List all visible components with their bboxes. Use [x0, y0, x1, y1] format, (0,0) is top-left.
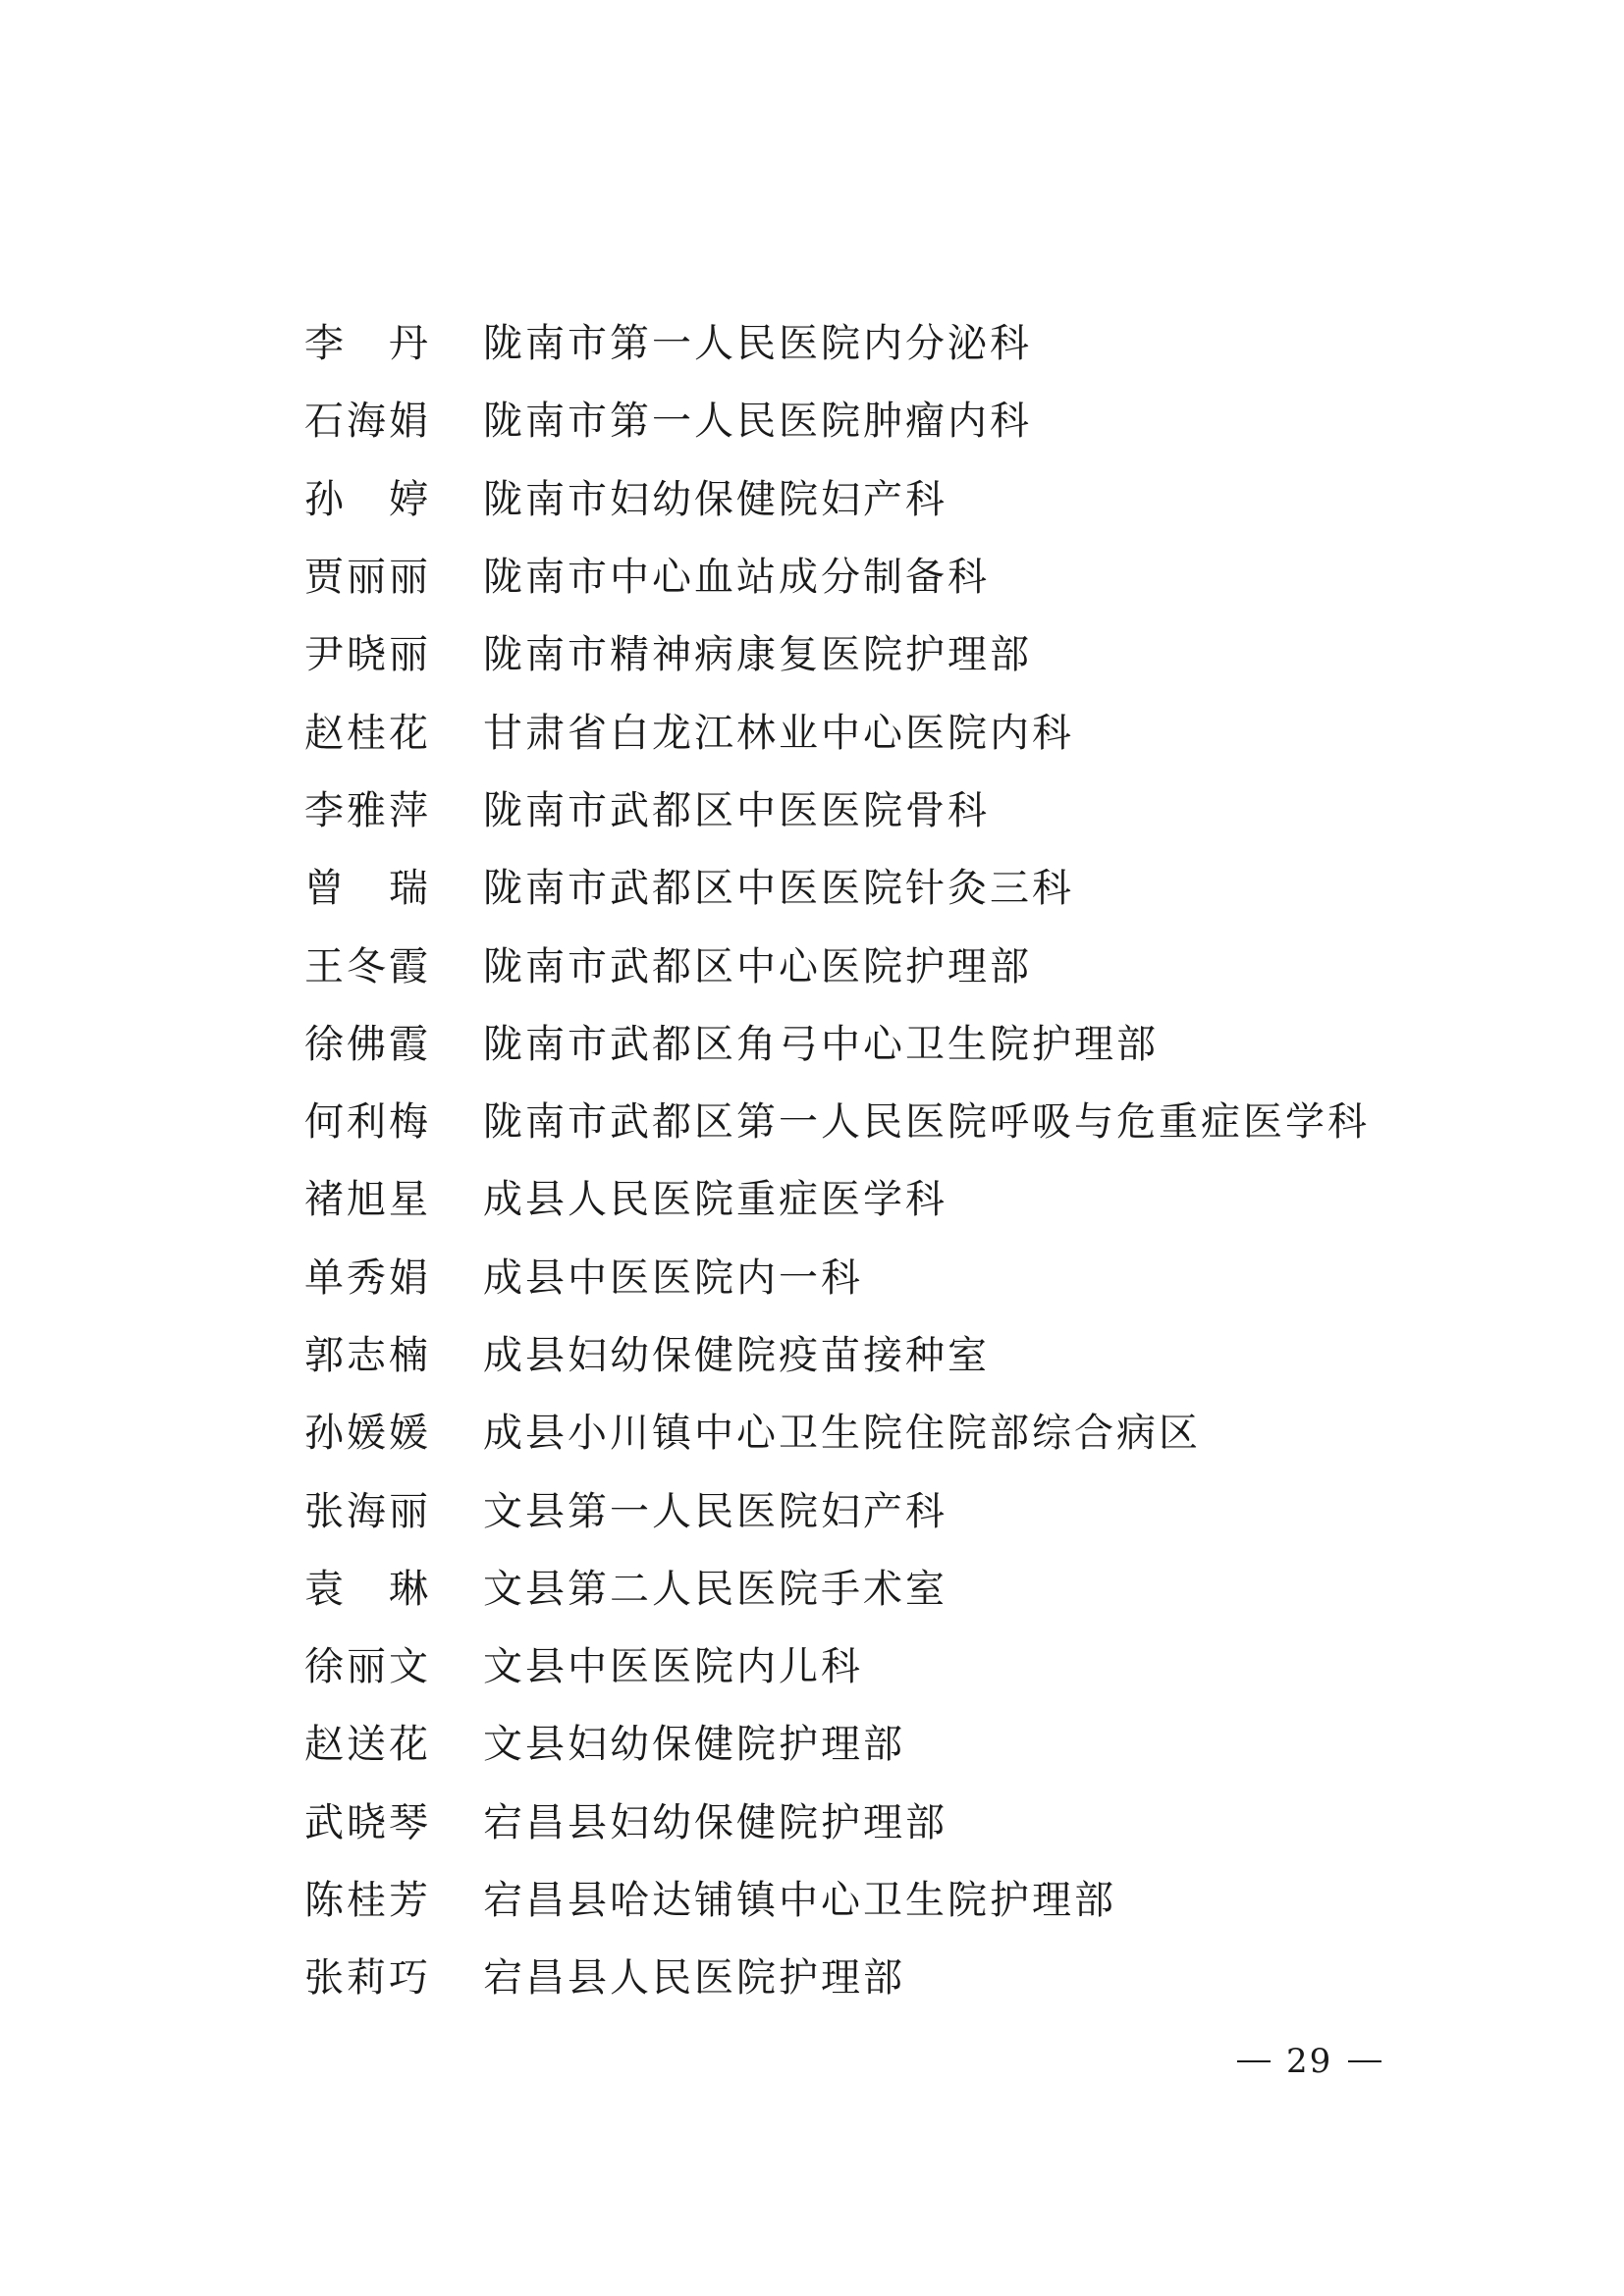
department-name: 甘肃省白龙江林业中心医院内科 [483, 710, 1074, 756]
list-item [304, 1702, 1370, 1780]
list-item [304, 769, 1370, 846]
list-item [304, 1391, 1370, 1468]
department-name: 文县第二人民医院手术室 [483, 1566, 947, 1612]
list-item [304, 1157, 1370, 1235]
list-item [304, 1936, 1370, 2013]
list-item [304, 457, 1370, 535]
department-name: 宕昌县妇幼保健院护理部 [483, 1799, 947, 1845]
page-number-value: 29 [1286, 2042, 1333, 2081]
department-name: 陇南市第一人民医院内分泌科 [483, 321, 1032, 367]
honoree-list [304, 301, 1370, 2014]
department-name: 陇南市武都区角弓中心卫生院护理部 [483, 1021, 1159, 1067]
person-name: 徐佛霞 [304, 1021, 431, 1067]
department-name: 文县第一人民医院妇产科 [483, 1488, 947, 1534]
department-name: 陇南市武都区中医医院骨科 [483, 787, 990, 833]
person-name: 武晓琴 [304, 1799, 431, 1845]
person-name: 张莉巧 [304, 1955, 431, 2002]
list-item [304, 690, 1370, 768]
department-name: 陇南市武都区中医医院针灸三科 [483, 866, 1074, 912]
department-name: 陇南市第一人民医院肿瘤内科 [483, 399, 1032, 445]
person-name: 王冬霞 [304, 943, 431, 989]
list-item [304, 1547, 1370, 1625]
person-name: 尹晓丽 [304, 632, 431, 678]
list-item [304, 1002, 1370, 1080]
person-name: 曾 瑞 [304, 866, 431, 912]
department-name: 宕昌县哈达铺镇中心卫生院护理部 [483, 1878, 1116, 1924]
department-name: 文县中医医院内儿科 [483, 1644, 863, 1690]
department-name: 文县妇幼保健院护理部 [483, 1722, 905, 1768]
list-item [304, 846, 1370, 924]
person-name: 陈桂芳 [304, 1878, 431, 1924]
list-item [304, 1236, 1370, 1313]
person-name: 赵桂花 [304, 710, 431, 756]
person-name: 单秀娟 [304, 1255, 431, 1301]
person-name: 孙 婷 [304, 476, 431, 522]
page-number-dash-right [1348, 2060, 1381, 2062]
department-name: 陇南市精神病康复医院护理部 [483, 632, 1032, 678]
department-name: 成县中医医院内一科 [483, 1255, 863, 1301]
person-name: 何利梅 [304, 1099, 431, 1146]
person-name: 李雅萍 [304, 787, 431, 833]
list-item [304, 1625, 1370, 1702]
department-name: 成县人民医院重症医学科 [483, 1177, 947, 1223]
list-item [304, 1313, 1370, 1391]
page-number [1237, 2042, 1381, 2081]
person-name: 孙媛媛 [304, 1411, 431, 1457]
list-item [304, 1468, 1370, 1546]
person-name: 郭志楠 [304, 1333, 431, 1378]
person-name: 石海娟 [304, 399, 431, 445]
list-item [304, 1858, 1370, 1936]
person-name: 贾丽丽 [304, 555, 431, 601]
department-name: 成县妇幼保健院疫苗接种室 [483, 1333, 990, 1378]
department-name: 陇南市武都区第一人民医院呼吸与危重症医学科 [483, 1099, 1370, 1146]
department-name: 陇南市武都区中心医院护理部 [483, 943, 1032, 989]
list-item [304, 924, 1370, 1001]
person-name: 李 丹 [304, 321, 431, 367]
person-name: 张海丽 [304, 1488, 431, 1534]
page-number-dash-left [1237, 2060, 1271, 2062]
person-name: 褚旭星 [304, 1177, 431, 1223]
department-name: 陇南市妇幼保健院妇产科 [483, 476, 947, 522]
department-name: 成县小川镇中心卫生院住院部综合病区 [483, 1411, 1201, 1457]
person-name: 徐丽文 [304, 1644, 431, 1690]
list-item [304, 1781, 1370, 1858]
list-item [304, 613, 1370, 690]
person-name: 赵送花 [304, 1722, 431, 1768]
list-item [304, 301, 1370, 379]
list-item [304, 535, 1370, 613]
list-item [304, 379, 1370, 456]
person-name: 袁 琳 [304, 1566, 431, 1612]
department-name: 陇南市中心血站成分制备科 [483, 555, 990, 601]
department-name: 宕昌县人民医院护理部 [483, 1955, 905, 2002]
list-item [304, 1080, 1370, 1157]
